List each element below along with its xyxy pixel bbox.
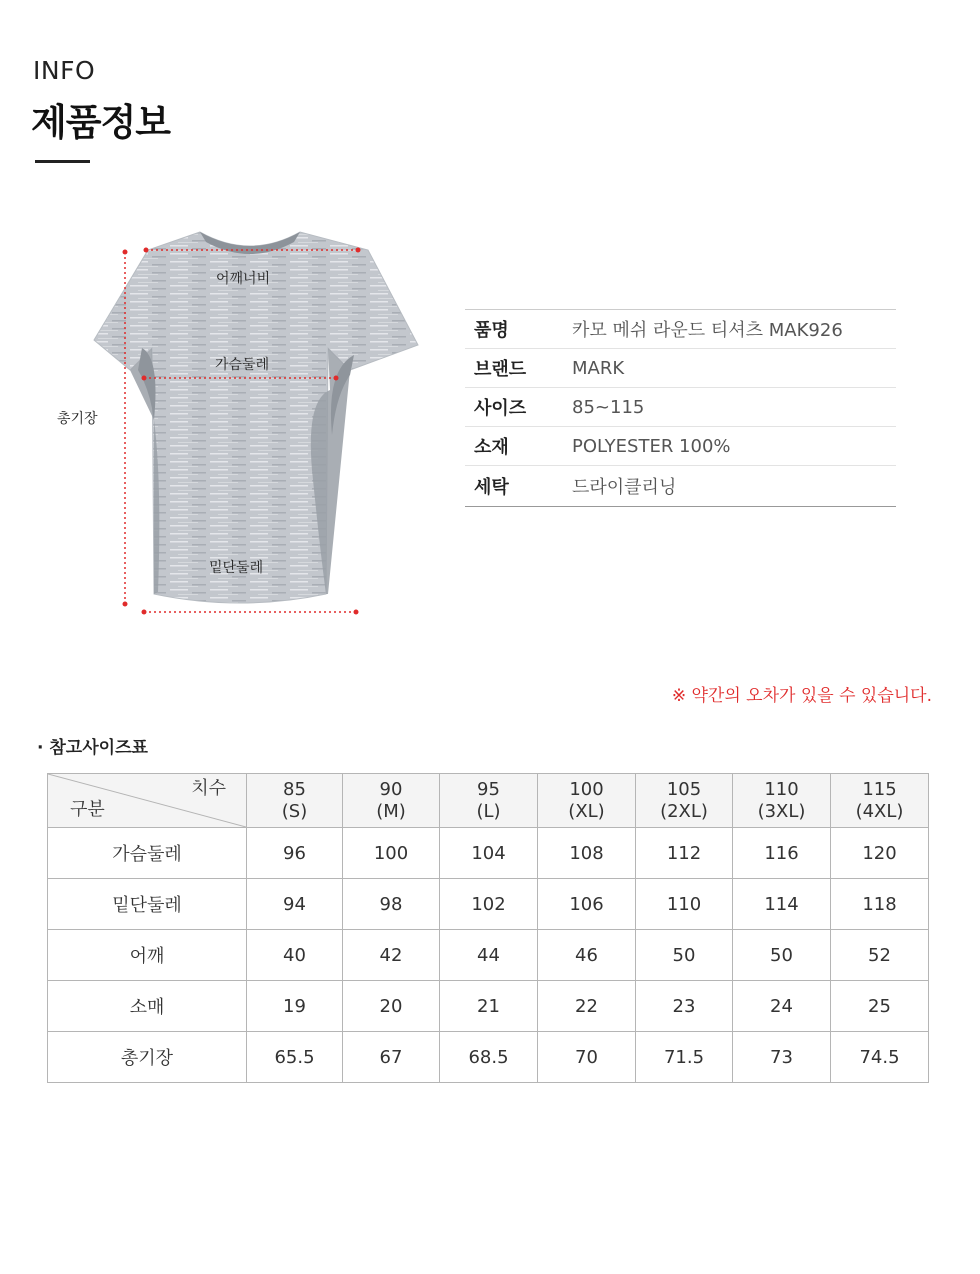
size-cell: 108 [538,828,636,879]
size-letter: (S) [281,800,308,822]
size-row-hem [48,879,929,930]
size-letter: (2XL) [660,800,708,822]
spec-value: 드라이클리닝 [572,477,677,498]
spec-value: MARK [572,357,625,379]
corner-label-size: 치수 [191,778,226,799]
size-cell: 65.5 [247,1032,343,1083]
spec-row-brand [465,349,896,388]
size-cell: 104 [440,828,538,879]
size-number: 100 [569,778,604,800]
spec-row-name [465,310,896,349]
spec-key: 세탁 [474,477,509,498]
size-letter: (4XL) [855,800,904,822]
spec-row-material [465,427,896,466]
row-label: 밑단둘레 [48,879,247,930]
size-row-sleeve [48,981,929,1032]
size-cell: 100 [343,828,440,879]
size-cell: 44 [440,930,538,981]
size-row-chest [48,828,929,879]
size-number: 90 [379,778,403,800]
size-cell: 73 [733,1032,831,1083]
tolerance-notice: ※ 약간의 오차가 있을 수 있습니다. [671,686,932,706]
spec-key: 품명 [474,320,509,341]
size-cell: 40 [247,930,343,981]
size-chart-heading: · 참고사이즈표 [37,738,148,758]
size-cell: 96 [247,828,343,879]
size-cell: 120 [831,828,929,879]
size-cell: 24 [733,981,831,1032]
size-row-shoulder [48,930,929,981]
size-number: 115 [862,778,897,800]
size-letter: (3XL) [757,800,806,822]
spec-value: 카모 메쉬 라운드 티셔츠 MAK926 [572,320,843,341]
spec-key: 브랜드 [474,359,527,380]
spec-key: 사이즈 [474,398,527,419]
corner-label-category: 구분 [70,799,105,820]
row-label: 어깨 [48,930,247,981]
chest-label: 가슴둘레 [215,357,270,373]
size-cell: 116 [733,828,831,879]
size-column-header [343,774,440,828]
size-cell: 70 [538,1032,636,1083]
size-chart-table [47,773,929,1083]
size-cell: 102 [440,879,538,930]
size-column-header [247,774,343,828]
size-column-header [733,774,831,828]
total-length-label: 총기장 [57,411,98,427]
row-label: 총기장 [48,1032,247,1083]
size-number: 85 [283,778,306,800]
spec-value: 85~115 [572,396,645,418]
size-cell: 22 [538,981,636,1032]
size-cell: 67 [343,1032,440,1083]
tshirt-diagram [50,220,450,630]
size-cell: 23 [636,981,733,1032]
size-column-header [538,774,636,828]
size-header-row [48,774,929,828]
size-cell: 42 [343,930,440,981]
size-cell: 19 [247,981,343,1032]
size-cell: 21 [440,981,538,1032]
size-column-header [636,774,733,828]
size-column-header [831,774,929,828]
size-cell: 118 [831,879,929,930]
size-number: 95 [477,778,500,800]
spec-key: 소재 [474,437,509,458]
size-cell: 25 [831,981,929,1032]
size-cell: 50 [733,930,831,981]
shoulder-width-label: 어깨너비 [216,271,271,287]
size-letter: (L) [476,800,501,822]
size-column-header [440,774,538,828]
spec-row-washing [465,466,896,506]
size-cell: 50 [636,930,733,981]
size-number: 105 [666,778,702,800]
size-cell: 20 [343,981,440,1032]
size-chart-corner [48,774,247,828]
spec-value: POLYESTER 100% [572,435,731,457]
size-cell: 74.5 [831,1032,929,1083]
size-cell: 68.5 [440,1032,538,1083]
size-cell: 112 [636,828,733,879]
size-cell: 52 [831,930,929,981]
row-label: 소매 [48,981,247,1032]
size-letter: (M) [376,800,406,822]
row-label: 가슴둘레 [48,828,247,879]
size-cell: 114 [733,879,831,930]
spec-table [465,309,896,507]
size-cell: 71.5 [636,1032,733,1083]
size-row-length [48,1032,929,1083]
page-title: 제품정보 [31,101,170,144]
size-cell: 94 [247,879,343,930]
size-cell: 106 [538,879,636,930]
size-number: 110 [764,778,799,800]
spec-row-size [465,388,896,427]
size-cell: 98 [343,879,440,930]
title-divider [35,160,90,163]
size-cell: 110 [636,879,733,930]
hem-label: 밑단둘레 [209,560,264,576]
size-cell: 46 [538,930,636,981]
size-letter: (XL) [568,800,605,822]
info-label: INFO [33,56,96,85]
